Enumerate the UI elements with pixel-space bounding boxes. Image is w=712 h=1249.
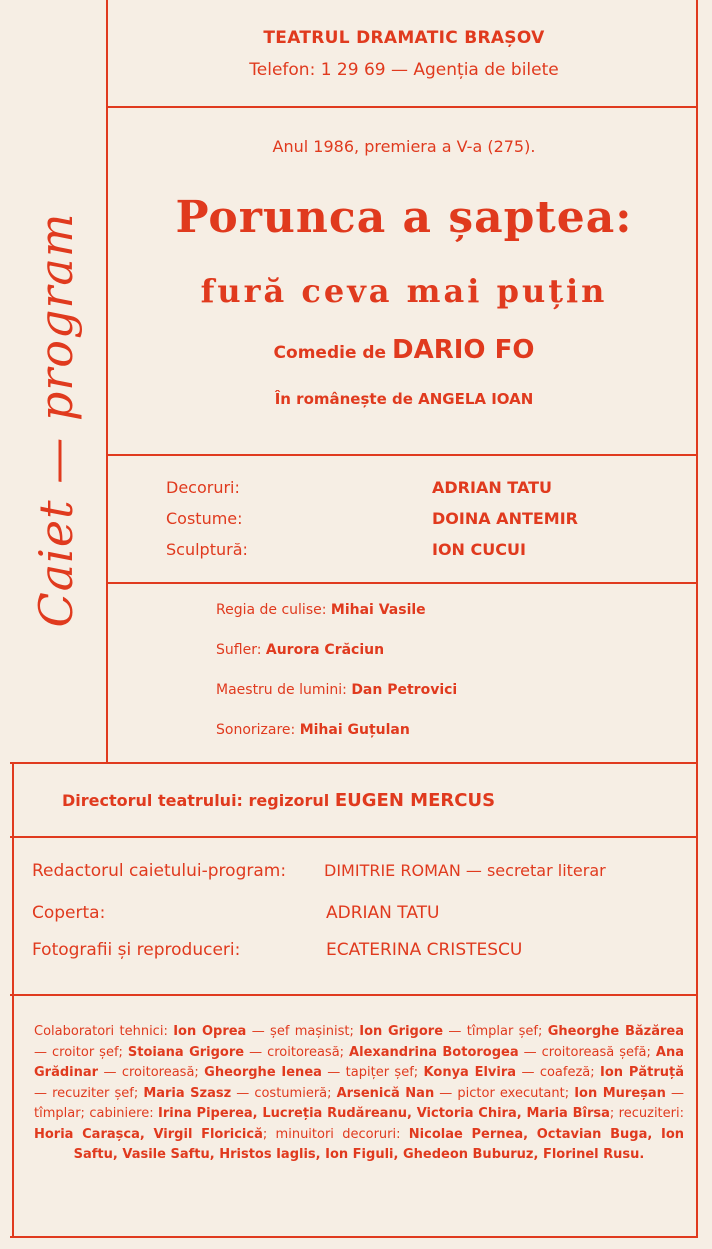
collaborator-name: Irina Piperea, Lucreția Rudăreanu, Victoria Chira, Maria Bîrsa [158,1106,610,1121]
collaborator-name: Ion Grigore [359,1024,444,1039]
editorial-role: Redactorul caietului-program: [32,861,287,881]
stage-name: Dan Petrovici [351,682,458,698]
collaborator-text: ; recuziteri: [609,1106,684,1121]
collaborator-text: Colaboratori tehnici: [34,1024,174,1039]
design-name: ADRIAN TATU [432,478,552,497]
play-title-line1: Porunca a șaptea: [175,192,633,243]
collaborator-name: Arsenică Nan [336,1085,435,1101]
collaborator-name: Ana Grădinar [34,1044,685,1080]
vertical-caiet-program-title: Caiet — program [29,212,83,628]
collaborator-text: — tîmplar; cabiniere: [34,1085,685,1121]
stage-name: Mihai Vasile [330,602,426,618]
collaborator-name: Nicolae Pernea, Octavian Buga, Ion Saftu, Vasile Saftu, Hristos Iaglis, Ion Figuli, Ghedeon Buburuz, Florinel Rusu. [73,1126,685,1162]
rule-under-director [10,836,698,838]
collaborator-text: — croitor șef; [34,1044,128,1060]
season-line: Anul 1986, premiera a V-a (275). [272,137,536,156]
collaborator-name: Stoiana Grigore [127,1044,245,1060]
collaborator-name: Horia Carașca, Virgil Floricică [34,1126,263,1142]
author-name: DARIO FO [392,335,535,365]
collaborator-text: — coafeză; [516,1065,601,1080]
stage-role: Sonorizare: [216,722,296,738]
stage-role: Maestru de lumini: [216,682,347,698]
collaborator-text: — croitoreasă șefă; [518,1044,656,1060]
genre-author-line [110,335,698,365]
collaborator-text: ; minuitori decoruri: [262,1126,409,1142]
director-line [62,790,495,811]
stage-role: Regia de culise: [216,602,327,618]
design-name: DOINA ANTEMIR [432,509,578,528]
genre-prefix: Comedie de [273,343,387,363]
theatre-name: TEATRUL DRAMATIC BRAȘOV [263,28,545,48]
stage-crew-row [216,722,410,738]
collaborator-name: Konya Elvira [423,1065,517,1080]
right-vertical-rule [696,0,698,1238]
collaborator-text: — recuziter șef; [34,1085,144,1101]
technical-collaborators-paragraph [34,1022,684,1166]
collaborator-text: — croitoreasă; [98,1065,205,1080]
rule-under-theatre [106,106,698,108]
collaborator-text: — croitoreasă; [244,1044,350,1060]
left-vertical-rule [106,0,108,762]
design-name: ION CUCUI [432,540,526,559]
editorial-role: Coperta: [32,903,106,923]
stage-crew-row [216,642,384,658]
collaborator-name: Ion Pătruță [600,1065,684,1080]
collaborator-name: Alexandrina Botorogea [349,1044,519,1060]
collaborator-text: — pictor executant; [434,1085,575,1101]
stage-role: Sufler: [216,642,262,658]
play-title-line2: fură ceva mai puțin [200,272,608,310]
collaborator-name: Ion Oprea [173,1024,247,1039]
editorial-role: Fotografii și reproduceri: [32,940,241,960]
collaborator-text: — tîmplar șef; [443,1024,548,1039]
collaborator-text: — tapițer șef; [321,1065,424,1080]
rule-under-stage-crew [10,762,698,764]
editorial-name: ECATERINA CRISTESCU [326,940,523,960]
design-role: Decoruri: [166,478,240,497]
collaborator-name: Gheorghe Ienea [204,1065,322,1080]
director-name: EUGEN MERCUS [334,790,496,811]
collaborator-name: Maria Szasz [143,1085,232,1101]
collaborator-name: Ion Mureșan [574,1085,666,1101]
stage-crew-row [216,682,457,698]
theatre-phone: Telefon: 1 29 69 — Agenția de bilete [249,60,559,80]
stage-crew-row [216,602,426,618]
rule-under-design [106,582,698,584]
collaborator-text: — costumieră; [231,1085,337,1101]
stage-name: Mihai Guțulan [299,722,410,738]
collaborator-text: — șef mașinist; [246,1024,360,1039]
rule-under-editorial [10,994,698,996]
design-role: Sculptură: [166,540,248,559]
design-role: Costume: [166,509,243,528]
rule-bottom [10,1236,698,1238]
editorial-name: DIMITRIE ROMAN — secretar literar [324,861,606,880]
left-border-rule [12,762,14,1238]
editorial-name: ADRIAN TATU [326,903,440,923]
translation-credit: În românește de ANGELA IOAN [274,390,534,408]
stage-name: Aurora Crăciun [265,642,385,658]
director-prefix: Directorul teatrului: regizorul [62,791,330,810]
rule-under-title [106,454,698,456]
collaborator-name: Gheorghe Băzărea [547,1024,684,1039]
